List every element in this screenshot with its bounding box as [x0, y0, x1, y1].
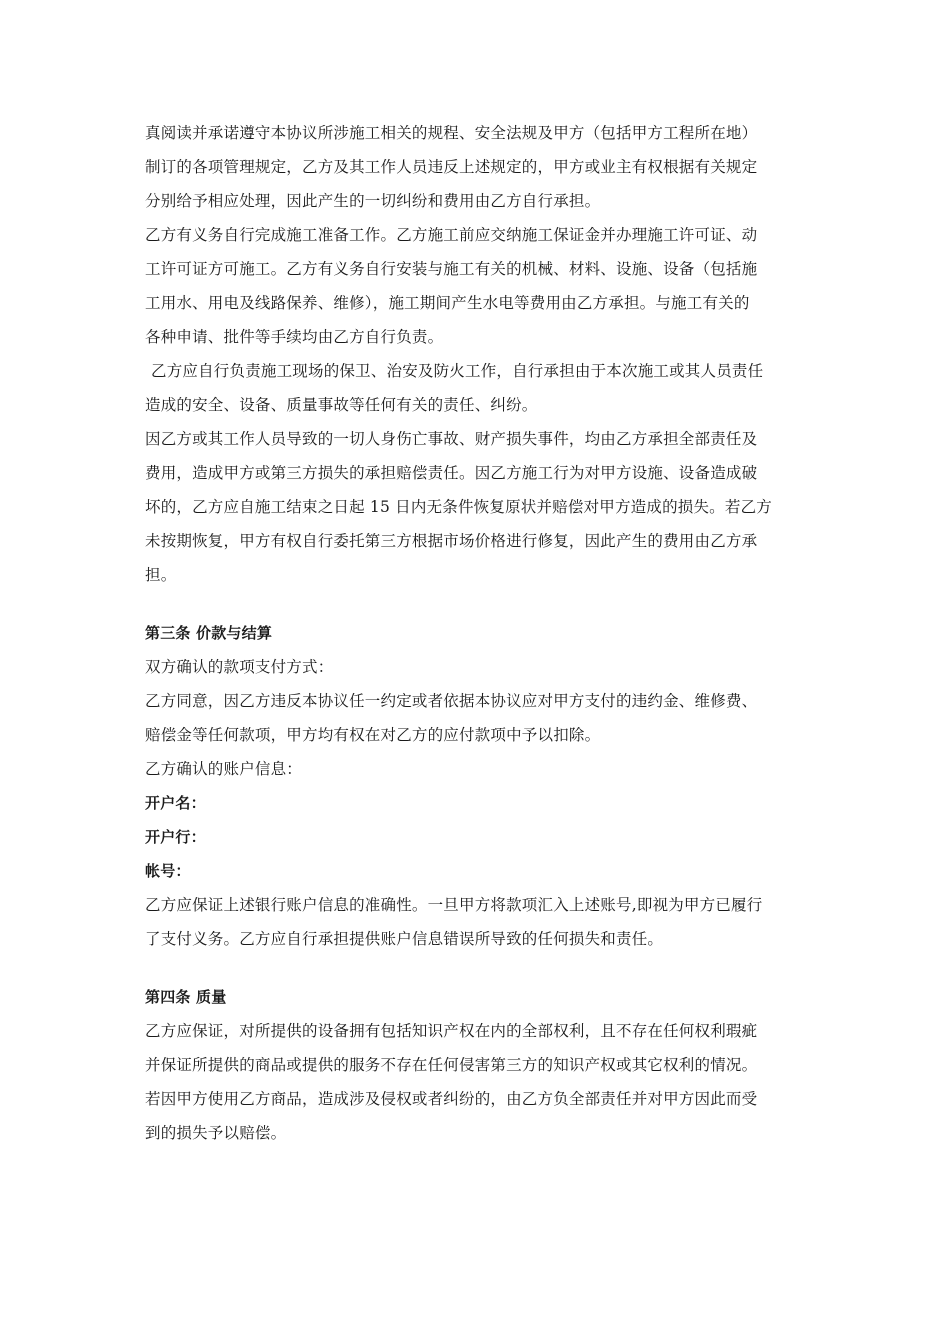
text-line: 分别给予相应处理，因此产生的一切纠纷和费用由乙方自行承担。: [145, 192, 601, 210]
document-page: [145, 116, 815, 1150]
text-line: 了支付义务。乙方应自行承担提供账户信息错误所导致的任何损失和责任。: [145, 930, 664, 948]
text-line: 乙方应保证上述银行账户信息的准确性。一旦甲方将款项汇入上述账号,即视为甲方已履行: [145, 896, 763, 914]
text-line: 真阅读并承诺遵守本协议所涉施工相关的规程、安全法规及甲方（包括甲方工程所在地）: [145, 124, 758, 142]
text-line: 乙方同意，因乙方违反本协议任一约定或者依据本协议应对甲方支付的违约金、维修费、: [145, 692, 758, 710]
text-line: 乙方应保证，对所提供的设备拥有包括知识产权在内的全部权利，且不存在任何权利瑕疵: [145, 1022, 758, 1040]
text-line: 因乙方或其工作人员导致的一切人身伤亡事故、财产损失事件，均由乙方承担全部责任及: [145, 430, 758, 448]
text-line: 赔偿金等任何款项，甲方均有权在对乙方的应付款项中予以扣除。: [145, 726, 601, 744]
account-number-label: 帐号：: [145, 862, 191, 880]
paragraph-preparation: [145, 218, 815, 354]
bank-label: 开户行：: [145, 828, 206, 846]
text-line: 乙方应自行负责施工现场的保卫、治安及防火工作，自行承担由于本次施工或其人员责任: [151, 362, 764, 380]
account-name-label: 开户名：: [145, 794, 206, 812]
section-heading: 第三条 价款与结算: [145, 624, 273, 642]
text-line: 费用，造成甲方或第三方损失的承担赔偿责任。因乙方施工行为对甲方设施、设备造成破: [145, 464, 758, 482]
section-quality: [145, 980, 815, 1150]
text-line: 到的损失予以赔偿。: [145, 1124, 287, 1142]
paragraph-site-security: [145, 354, 815, 422]
paragraph-compliance: [145, 116, 815, 218]
spacer: [145, 592, 815, 616]
text-line: 乙方有义务自行完成施工准备工作。乙方施工前应交纳施工保证金并办理施工许可证、动: [145, 226, 758, 244]
section-heading: 第四条 质量: [145, 988, 227, 1006]
text-line: 制订的各项管理规定，乙方及其工作人员违反上述规定的，甲方或业主有权根据有关规定: [145, 158, 758, 176]
text-line: 未按期恢复，甲方有权自行委托第三方根据市场价格进行修复，因此产生的费用由乙方承: [145, 532, 758, 550]
paragraph-liability: [145, 422, 815, 592]
text-line: 工许可证方可施工。乙方有义务自行安装与施工有关的机械、材料、设施、设备（包括施: [145, 260, 758, 278]
text-line: 双方确认的款项支付方式：: [145, 658, 334, 676]
text-line: 造成的安全、设备、质量事故等任何有关的责任、纠纷。: [145, 396, 538, 414]
text-line: 坏的，乙方应自施工结束之日起 15 日内无条件恢复原状并赔偿对甲方造成的损失。若乙方: [145, 498, 772, 516]
text-line: 担。: [145, 566, 177, 584]
section-payment: [145, 616, 815, 956]
text-line: 若因甲方使用乙方商品，造成涉及侵权或者纠纷的，由乙方负全部责任并对甲方因此而受: [145, 1090, 758, 1108]
text-line: 工用水、用电及线路保养、维修），施工期间产生水电等费用由乙方承担。与施工有关的: [145, 294, 750, 312]
spacer: [145, 956, 815, 980]
text-line: 并保证所提供的商品或提供的服务不存在任何侵害第三方的知识产权或其它权利的情况。: [145, 1056, 758, 1074]
text-line: 各种申请、批件等手续均由乙方自行负责。: [145, 328, 444, 346]
text-line: 乙方确认的账户信息：: [145, 760, 303, 778]
